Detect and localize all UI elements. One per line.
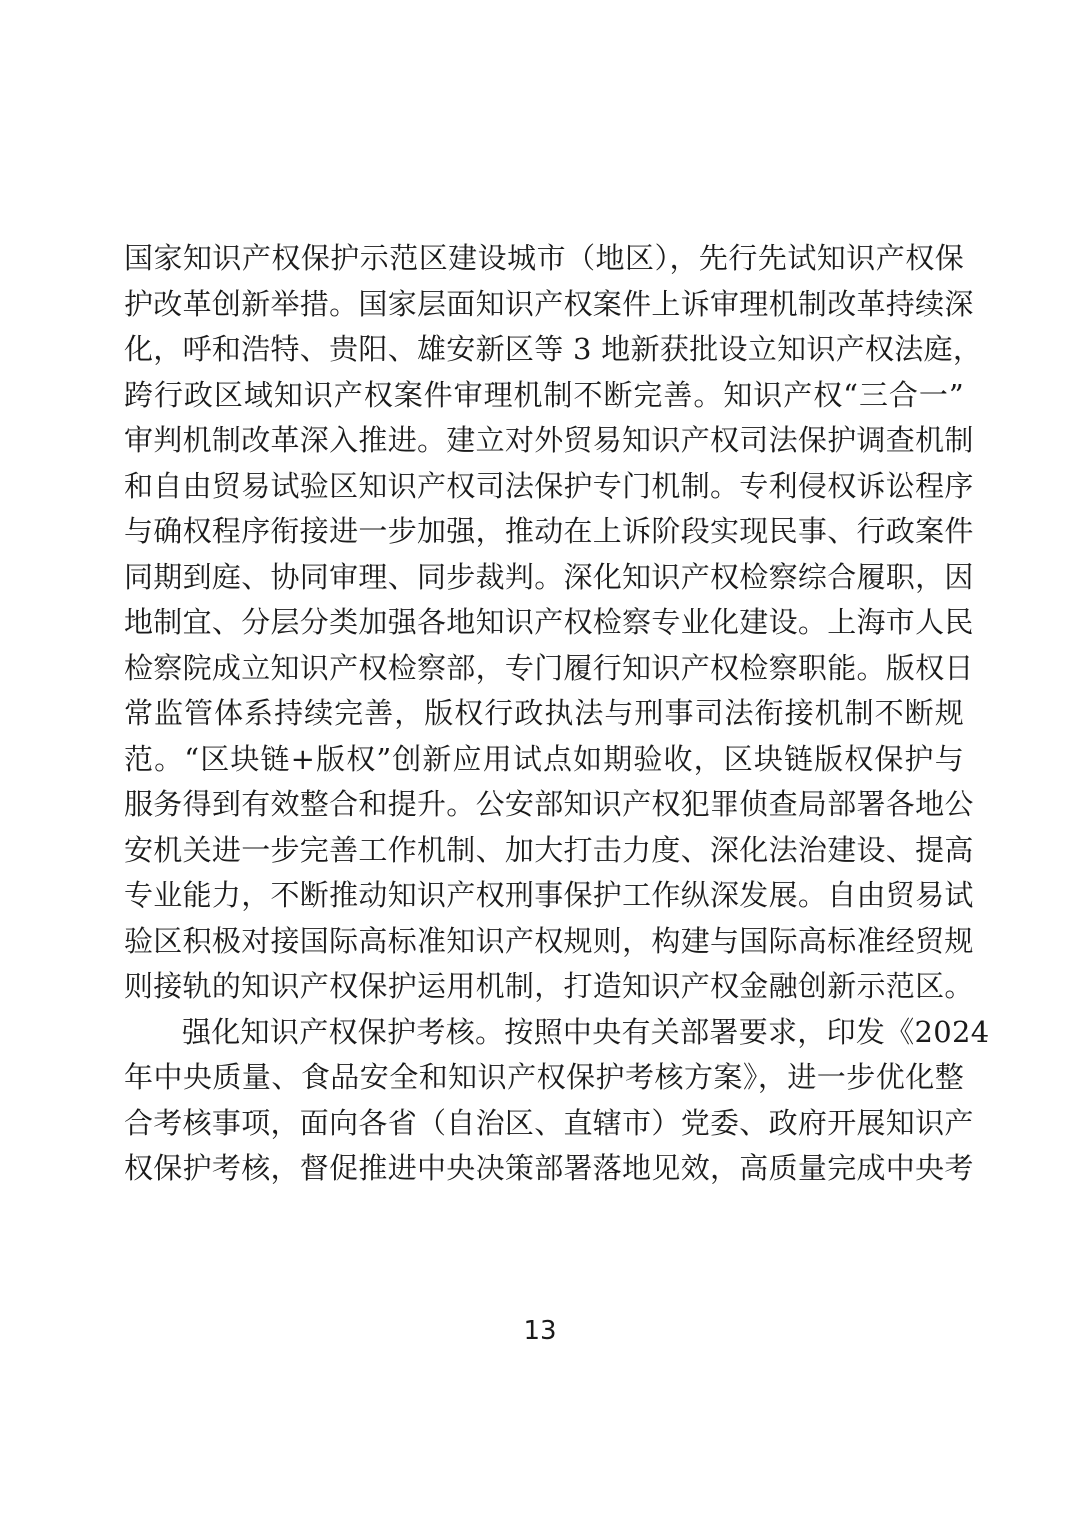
text-line: 和自由贸易试验区知识产权司法保护专门机制。专利侵权诉讼程序 (124, 468, 974, 503)
paragraph (124, 1010, 990, 1192)
text-line: 与确权程序衔接进一步加强，推动在上诉阶段实现民事、行政案件 (124, 514, 974, 548)
text-line: 常监管体系持续完善，版权行政执法与刑事司法衔接机制不断规 (124, 696, 964, 730)
text-line: 国家知识产权保护示范区建设城市（地区），先行先试知识产权保 (124, 241, 964, 275)
text-line: 权保护考核，督促推进中央决策部署落地见效，高质量完成中央考 (124, 1151, 974, 1185)
body-text (124, 236, 990, 1192)
text-line: 审判机制改革深入推进。建立对外贸易知识产权司法保护调查机制 (124, 423, 974, 457)
text-line: 护改革创新举措。国家层面知识产权案件上诉审理机制改革持续深 (124, 286, 974, 321)
paragraph (124, 236, 983, 1010)
text-line: 跨行政区域知识产权案件审理机制不断完善。知识产权“三合一” (124, 377, 964, 412)
text-line: 地制宜、分层分类加强各地知识产权检察专业化建设。上海市人民 (124, 605, 974, 639)
text-line: 合考核事项，面向各省（自治区、直辖市）党委、政府开展知识产 (124, 1105, 974, 1140)
text-line: 强化知识产权保护考核。按照中央有关部署要求，印发《2024 (182, 1014, 990, 1049)
text-line: 验区积极对接国际高标准知识产权规则，构建与国际高标准经贸规 (124, 923, 974, 958)
text-line: 专业能力，不断推动知识产权刑事保护工作纵深发展。自由贸易试 (124, 878, 974, 912)
text-line: 则接轨的知识产权保护运用机制，打造知识产权金融创新示范区。 (124, 969, 974, 1003)
text-line: 范。“区块链+版权”创新应用试点如期验收，区块链版权保护与 (124, 741, 964, 776)
text-line: 服务得到有效整合和提升。公安部知识产权犯罪侦查局部署各地公 (124, 787, 974, 821)
text-line: 化，呼和浩特、贵阳、雄安新区等 3 地新获批设立知识产权法庭， (124, 332, 983, 366)
text-line: 同期到庭、协同审理、同步裁判。深化知识产权检察综合履职，因 (124, 559, 974, 594)
text-line: 检察院成立知识产权检察部，专门履行知识产权检察职能。版权日 (124, 650, 974, 685)
text-line: 安机关进一步完善工作机制、加大打击力度、深化法治建设、提高 (124, 832, 974, 867)
page-number: 13 (523, 1316, 557, 1346)
text-line: 年中央质量、食品安全和知识产权保护考核方案》，进一步优化整 (124, 1060, 964, 1094)
